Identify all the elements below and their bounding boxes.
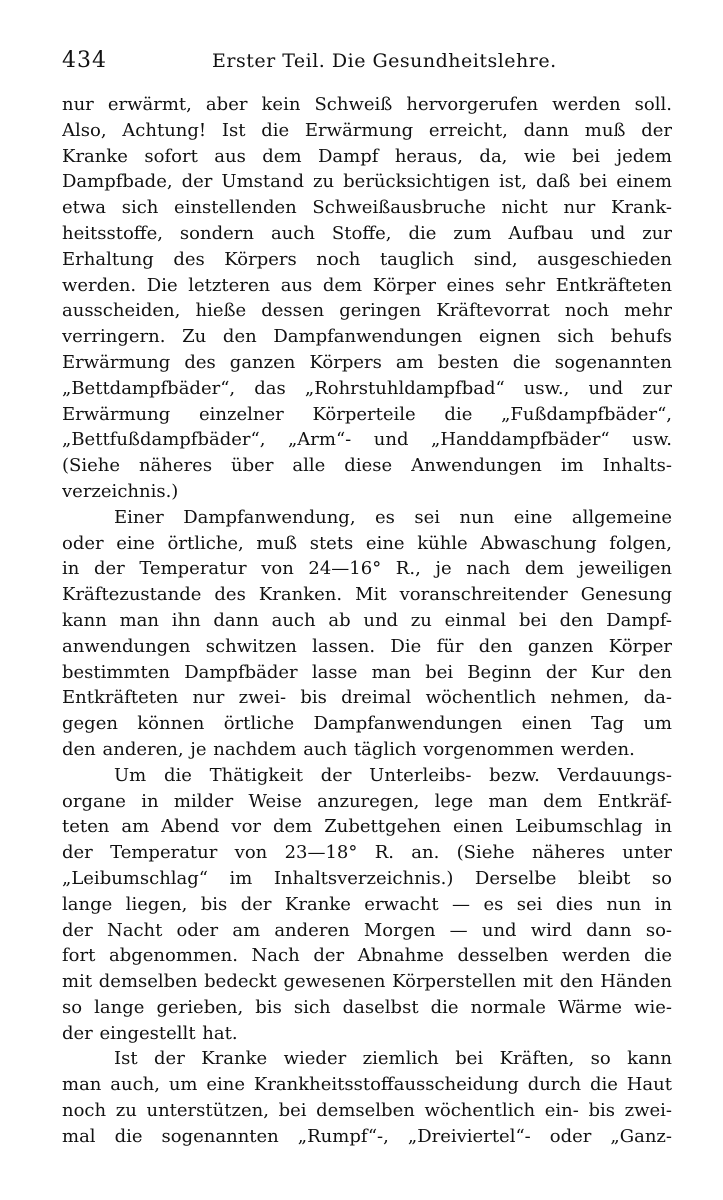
text-line: man auch, um eine Krankheitsstoffausscheidung durch die Haut xyxy=(62,1074,672,1096)
text-line: lange liegen, bis der Kranke erwacht — es sei dies nun in xyxy=(62,893,672,915)
text-line: „Bettdampfbäder“, das „Rohrstuhldampfbad“ usw., und zur xyxy=(62,377,672,399)
paragraph xyxy=(62,1046,672,1149)
text-line: gegen können örtliche Dampfanwendungen einen Tag um xyxy=(62,713,672,735)
text-line: verzeichnis.) xyxy=(62,480,179,502)
text-line: kann man ihn dann auch ab und zu einmal bei den Dampf- xyxy=(62,609,672,631)
text-line: mit demselben bedeckt gewesenen Körperstellen mit den Händen xyxy=(62,971,672,993)
text-line: werden. Die letzteren aus dem Körper eines sehr Entkräfteten xyxy=(62,274,672,296)
page-number: 434 xyxy=(62,48,107,73)
body-text xyxy=(62,92,672,1150)
text-line: Erwärmung des ganzen Körpers am besten die sogenannten xyxy=(62,351,672,373)
text-line: Einer Dampfanwendung, es sei nun eine allgemeine xyxy=(114,506,672,528)
text-line: ausscheiden, hieße dessen geringen Kräftevorrat noch mehr xyxy=(62,300,672,322)
text-line: bestimmten Dampfbäder lasse man bei Beginn der Kur den xyxy=(62,661,672,683)
paragraph xyxy=(62,505,672,763)
text-line: anwendungen schwitzen lassen. Die für den ganzen Körper xyxy=(62,635,672,657)
text-line: „Bettfußdampfbäder“, „Arm“- und „Handdampfbäder“ usw. xyxy=(62,429,672,451)
text-line: noch zu unterstützen, bei demselben wöchentlich ein- bis zwei- xyxy=(62,1100,672,1122)
text-line: etwa sich einstellenden Schweißausbruche nicht nur Krank- xyxy=(62,197,672,219)
paragraph xyxy=(62,763,672,1047)
text-line: in der Temperatur von 24—16° R., je nach dem jeweiligen xyxy=(62,558,672,580)
text-line: den anderen, je nachdem auch täglich vorgenommen werden. xyxy=(62,738,635,760)
text-line: Erhaltung des Körpers noch tauglich sind, ausgeschieden xyxy=(62,248,672,270)
text-line: der Temperatur von 23—18° R. an. (Siehe näheres unter xyxy=(62,842,672,864)
text-line: nur erwärmt, aber kein Schweiß hervorgerufen werden soll. xyxy=(62,94,672,115)
text-line: „Leibumschlag“ im Inhaltsverzeichnis.) Derselbe bleibt so xyxy=(62,867,672,889)
text-line: mal die sogenannten „Rumpf“-, „Dreiviertel“- oder „Ganz- xyxy=(62,1125,672,1147)
text-line: Kräftezustande des Kranken. Mit voranschreitender Genesung xyxy=(62,584,672,606)
text-line: Erwärmung einzelner Körperteile die „Fußdampfbäder“, xyxy=(62,403,672,425)
text-line: der Nacht oder am anderen Morgen — und wird dann so- xyxy=(62,919,672,941)
text-line: so lange gerieben, bis sich daselbst die normale Wärme wie- xyxy=(62,996,672,1018)
text-line: Um die Thätigkeit der Unterleibs- bezw. Verdauungs- xyxy=(114,764,672,786)
paragraph xyxy=(62,92,672,505)
running-head xyxy=(62,44,672,78)
text-line: Also, Achtung! Ist die Erwärmung erreicht, dann muß der xyxy=(62,119,672,141)
text-line: organe in milder Weise anzuregen, lege man dem Entkräf- xyxy=(62,790,672,812)
text-line: (Siehe näheres über alle diese Anwendungen im Inhalts- xyxy=(62,455,672,477)
text-line: der eingestellt hat. xyxy=(62,1022,238,1044)
text-line: oder eine örtliche, muß stets eine kühle Abwaschung folgen, xyxy=(62,532,672,554)
text-line: fort abgenommen. Nach der Abnahme desselben werden die xyxy=(62,945,672,967)
text-line: Dampfbade, der Umstand zu berücksichtigen ist, daß bei einem xyxy=(62,171,672,193)
text-line: Kranke sofort aus dem Dampf heraus, da, wie bei jedem xyxy=(62,145,672,167)
text-line: verringern. Zu den Dampfanwendungen eignen sich behufs xyxy=(62,326,672,348)
text-line: Ist der Kranke wieder ziemlich bei Kräften, so kann xyxy=(114,1048,672,1070)
text-line: teten am Abend vor dem Zubettgehen einen Leibumschlag in xyxy=(62,816,672,838)
running-head-title: Erster Teil. Die Gesundheitslehre. xyxy=(212,50,557,72)
text-line: Entkräfteten nur zwei- bis dreimal wöchentlich nehmen, da- xyxy=(62,687,672,709)
text-line: heitsstoffe, sondern auch Stoffe, die zum Aufbau und zur xyxy=(62,222,672,244)
